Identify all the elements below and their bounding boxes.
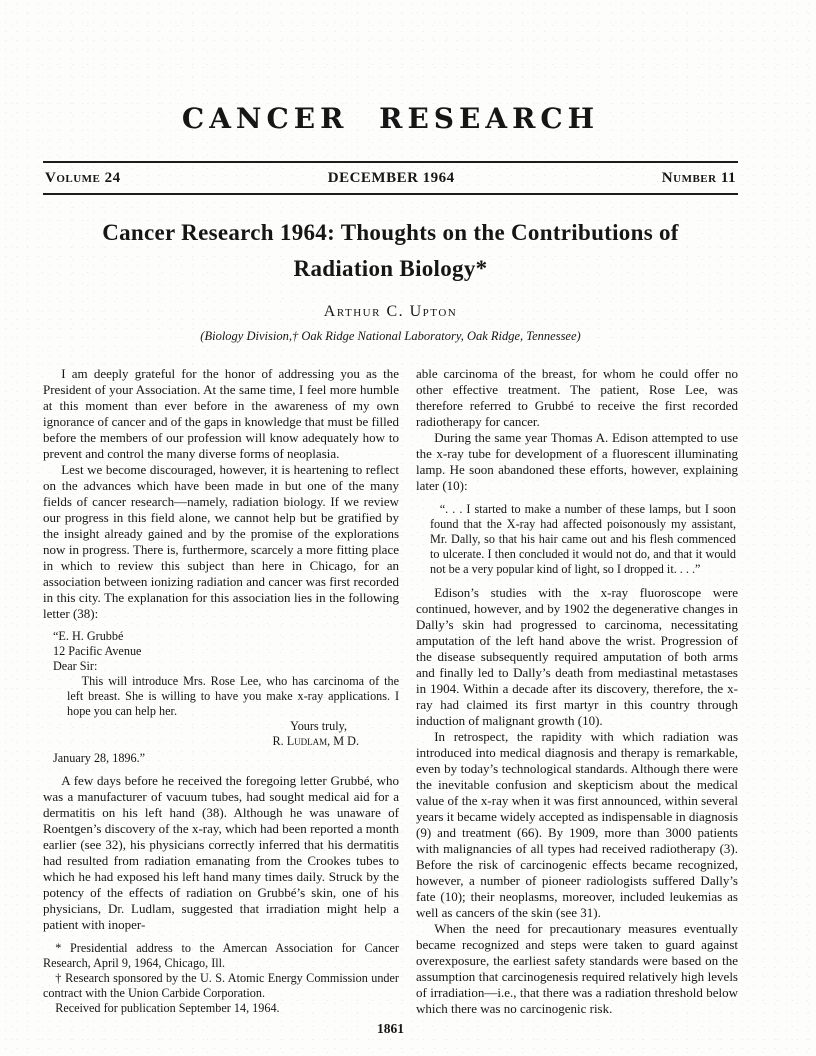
footnote-research-sponsor: † Research sponsored by the U. S. Atomic Energy Commission under contract with the Union Carbide Corporation. (43, 971, 399, 1000)
right-column (416, 366, 738, 1017)
footnote-received-date: Received for publication September 14, 1964. (55, 1001, 280, 1015)
paragraph-intro: I am deeply grateful for the honor of addressing you as the President of your Association. At the same time, I feel more humble at this moment than ever before in the awareness of my own ignorance of cancer and of the gaps in knowledge that must be filled before the members of our profession will know adequately how to prevent and control the many diverse forms of neoplasia. (43, 366, 399, 461)
letter-address: 12 Pacific Avenue (53, 644, 142, 658)
letter-signature: R. Ludlam, M D. (272, 734, 359, 748)
article-title-line1: Cancer Research 1964: Thoughts on the Contributions of (102, 220, 679, 245)
paragraph-dally-fate: Edison’s studies with the x-ray fluoroscope were continued, however, and by 1902 the degenerative changes in Dally’s skin had progressed to carcinoma, necessitating amputation of the left hand above the wrist. Progression of the disease subsequently required amputation of both arms and finally led to Dally’s death from mediastinal metastases in 1904. Within a decade after its discovery, therefore, the x-ray had claimed its first martyr in this country through induction of malignant growth (10). (416, 585, 738, 728)
journal-masthead: CANCER RESEARCH (181, 102, 600, 135)
journal-page (43, 0, 738, 1037)
footnotes-block (43, 941, 399, 1016)
volume-label: Volume 24 (45, 170, 121, 186)
paragraph-chicago: Lest we become discouraged, however, it is heartening to reflect on the advances which have been made in but one of the many fields of cancer research—namely, radiation biology. If we review our progress in this field alone, we cannot help but be gratified by the insight already gained and by the promise of the explorations now in progress. There is, furthermore, scarcely a more fitting place in which to review this subject than here in Chicago, for an association between ionizing radiation and cancer was first recorded in this city. The explanation for this association lies in the following letter (38): (43, 462, 399, 621)
grubbe-letter-block (53, 629, 399, 766)
issue-date: DECEMBER 1964 (327, 170, 455, 186)
article-title-line2: Radiation Biology* (293, 256, 488, 281)
page-number: 1861 (377, 1021, 404, 1036)
number-label: Number 11 (661, 170, 736, 186)
edison-quote-block (430, 502, 736, 577)
two-column-body (43, 366, 738, 1017)
article-title (43, 215, 738, 287)
paragraph-safety-standards: When the need for precautionary measures eventually became recognized and steps were taken to guard against overexposure, the earliest safety standards were based on the assumption that carcinogenesis required relatively high levels of irradiation—i.e., that there was a radiation threshold below which there was no carcinogenic risk. (416, 921, 738, 1016)
letter-salutation: Dear Sir: (53, 659, 98, 673)
paragraph-grubbe-history: A few days before he received the foregoing letter Grubbé, who was a manufacturer of vacuum tubes, had sought medical aid for a dermatitis on his left hand (38). Although he was unaware of Roentgen’s discovery of the x-ray, which had been reported a month earlier (see 32), his physicians correctly inferred that his dermatitis had resulted from radiation emanating from the Crookes tubes to which he had exposed his left hand many times daily. Struck by the potency of the effects of radiation on Grubbé’s skin, one of his physicians, Dr. Ludlam, suggested that irradiation might help a patient with inoper- (43, 773, 399, 932)
footnote-presidential-address: * Presidential address to the Amercan Association for Cancer Research, April 9, 1964, Chicago, Ill. (43, 941, 399, 970)
letter-addressee: “E. H. Grubbé (53, 629, 124, 643)
left-column (43, 366, 399, 1017)
paragraph-rose-lee-continued: able carcinoma of the breast, for whom he could offer no other effective treatment. The patient, Rose Lee, was therefore referred to Grubbé to receive the first recorded radiotherapy for cancer. (416, 366, 738, 429)
paragraph-edison: During the same year Thomas A. Edison attempted to use the x-ray tube for development of a fluorescent illuminating lamp. He soon abandoned these efforts, however, explaining later (10): (416, 430, 738, 493)
letter-date: January 28, 1896.” (53, 751, 146, 765)
paragraph-retrospect: In retrospect, the rapidity with which radiation was introduced into medical diagnosis and therapy is remarkable, even by today’s technological standards. Although there were the inevitable confusion and skepticism about the medical value of the x-ray when it was first announced, within several years it became widely accepted as indispensable in diagnosis (9) and treatment (66). By 1909, more than 3000 patients with malignancies of all types had received radiotherapy (3). Before the risk of carcinogenic effects became recognized, however, a number of pioneer radiologists suffered Dally’s fate (10); their neoplasms, moreover, included leukemias as well as cancers of the skin (see 31). (416, 729, 739, 920)
letter-closing: Yours truly, (290, 719, 347, 733)
author-name: Arthur C. Upton (323, 303, 458, 320)
edison-quote-text: “. . . I started to make a number of these lamps, but I soon found that the X-ray had affected poisonously my assistant, Mr. Dally, so that his hair came out and his flesh commenced to ulcerate. I then concluded it would not do, and that it would not be a very popular kind of light, so I dropped it. . . .” (430, 502, 736, 576)
author-affiliation: (Biology Division,† Oak Ridge National Laboratory, Oak Ridge, Tennessee) (200, 329, 581, 343)
letter-body: This will introduce Mrs. Rose Lee, who has carcinoma of the left breast. She is willing to have you make x-ray applications. I hope you can help her. (67, 674, 399, 718)
issue-bar (43, 161, 738, 195)
